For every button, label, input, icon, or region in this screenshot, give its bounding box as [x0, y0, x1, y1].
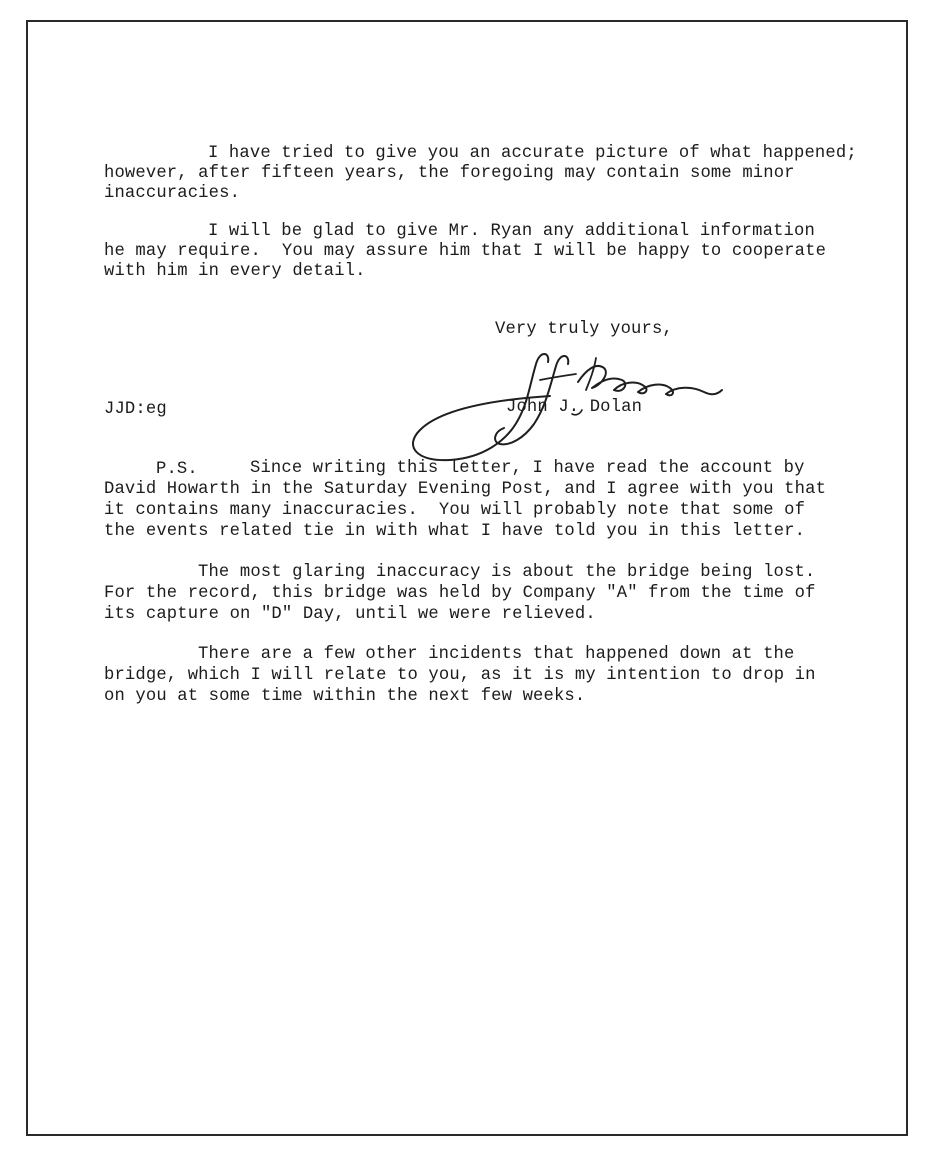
para1-line-1: I have tried to give you an accurate picture of what happened;: [208, 144, 857, 163]
signer-name: John J. Dolan: [506, 398, 643, 417]
para5-line-2: bridge, which I will relate to you, as it is my intention to drop in: [104, 666, 816, 685]
ps-line-2: David Howarth in the Saturday Evening Post, and I agree with you that: [104, 480, 827, 499]
para1-line-3: inaccuracies.: [104, 184, 241, 203]
para5-line-1: There are a few other incidents that happened down at the: [198, 645, 795, 664]
para2-line-3: with him in every detail.: [104, 262, 366, 281]
ps-line-4: the events related tie in with what I have told you in this letter.: [104, 522, 806, 541]
para4-line-1: The most glaring inaccuracy is about the bridge being lost.: [198, 563, 816, 582]
typist-initials: JJD:eg: [104, 400, 167, 419]
para5-line-3: on you at some time within the next few weeks.: [104, 687, 586, 706]
para4-line-2: For the record, this bridge was held by Company "A" from the time of: [104, 584, 816, 603]
para1-line-2: however, after fifteen years, the foregoing may contain some minor: [104, 164, 795, 183]
para2-line-1: I will be glad to give Mr. Ryan any additional information: [208, 222, 815, 241]
ps-label: P.S.: [156, 460, 198, 479]
ps-line-3: it contains many inaccuracies. You will probably note that some of: [104, 501, 806, 520]
closing: Very truly yours,: [495, 320, 673, 339]
ps-line-1: Since writing this letter, I have read the account by: [250, 459, 805, 478]
para4-line-3: its capture on "D" Day, until we were relieved.: [104, 605, 596, 624]
para2-line-2: he may require. You may assure him that I will be happy to cooperate: [104, 242, 827, 261]
